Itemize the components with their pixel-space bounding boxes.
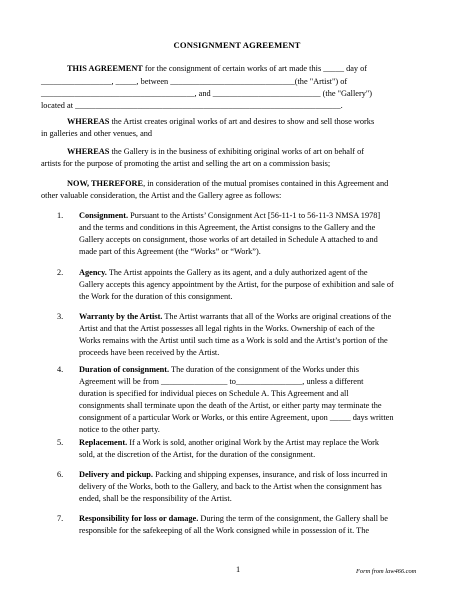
item-1-line-4: made part of this Agreement (the “Works” or “Work”).	[79, 247, 261, 256]
whereas-2-line-1-text: the Gallery is in the business of exhibiting original works of art on behalf of	[109, 147, 365, 156]
item-5-line-1-text: If a Work is sold, another original Work by the Artist may replace the Work	[127, 438, 380, 447]
intro-line-1	[67, 63, 367, 74]
therefore-line-1	[67, 178, 388, 189]
item-7-line-1-text: During the term of the consignment, the Gallery shall be	[198, 514, 388, 523]
document-title: CONSIGNMENT AGREEMENT	[173, 40, 301, 50]
item-2-line-1-text: The Artist appoints the Gallery as its agent, and a duly authorized agent of the	[106, 268, 368, 277]
item-6-line-3: ended, shall be the responsibility of the Artist.	[79, 494, 232, 503]
whereas-1-line-1	[67, 116, 374, 127]
item-6-line-2: delivery of the Works, both to the Gallery, and back to the Artist when the consignment has	[79, 482, 382, 491]
item-7-line-1	[79, 513, 388, 524]
item-1-line-1-text: Pursuant to the Artists’ Consignment Act [56-11-1 to 56-11-3 NMSA 1978]	[128, 211, 381, 220]
therefore-line-2: other valuable consideration, the Artist and the Gallery agree as follows:	[41, 191, 282, 200]
item-6-line-1-text: Packing and shipping expenses, insurance, and risk of loss incurred in	[153, 470, 388, 479]
item-4-line-2: Agreement will be from ________________ to________________, unless a different	[79, 377, 364, 386]
item-5-line-2: sold, at the discretion of the Artist, for the duration of the consignment.	[79, 450, 316, 459]
item-3-line-1	[79, 311, 391, 322]
whereas-1-line-1-text: the Artist creates original works of art and desires to show and sell those works	[109, 117, 375, 126]
item-7-line-2: responsible for the safekeeping of all the Work consigned while in possession of it. The	[79, 526, 370, 535]
item-3-heading: Warranty by the Artist.	[79, 312, 163, 321]
intro-bold: THIS AGREEMENT	[67, 64, 143, 73]
item-3-line-3: Works remains with the Artist until such time as a Work is sold and the Artist’s portion of the	[79, 336, 388, 345]
item-1-number: 1.	[57, 211, 64, 220]
item-5-heading: Replacement.	[79, 438, 128, 447]
item-2-line-3: the Work for the duration of this consignment.	[79, 292, 233, 301]
item-2-line-2: Gallery accepts this agency appointment by the Artist, for the purpose of exhibition and sale of	[79, 280, 394, 289]
intro-line-3: _____________________________________, and __________________________ (the "Gallery")	[41, 89, 373, 98]
whereas-2-line-2: artists for the purpose of promoting the artist and selling the art on a commission basis;	[41, 159, 331, 168]
item-4-line-6: notice to the other party.	[79, 425, 160, 434]
item-4-line-1	[79, 364, 359, 375]
intro-line-4: located at ________________________________________________________________.	[41, 101, 343, 110]
item-6-line-1	[79, 469, 387, 480]
item-4-line-4: consignments shall terminate upon the death of the Artist, or either party may terminate the	[79, 401, 382, 410]
item-1-line-2: and the terms and conditions in this Agreement, the Artist consigns to the Gallery and the	[79, 223, 376, 232]
item-6-heading: Delivery and pickup.	[79, 470, 153, 479]
item-1-heading: Consignment.	[79, 211, 129, 220]
item-6-number: 6.	[57, 470, 64, 479]
item-4-heading: Duration of consignment.	[79, 365, 170, 374]
intro-line-1-text: for the consignment of certain works of art made this _____ day of	[142, 64, 368, 73]
item-7-heading: Responsibility for loss or damage.	[79, 514, 199, 523]
whereas-2-bold: WHEREAS	[67, 147, 110, 156]
item-5-number: 5.	[57, 438, 64, 447]
whereas-1-bold: WHEREAS	[67, 117, 110, 126]
item-1-line-3: Gallery accepts on consignment, those works of art detailed in Schedule A attached to and	[79, 235, 378, 244]
item-4-line-5: consignment of a particular Work or Works, or this entire Agreement, upon _____ days written	[79, 413, 394, 422]
item-1-line-1	[79, 210, 380, 221]
intro-line-2: _________________, _____, between ______________________________(the "Artist") of	[41, 77, 348, 86]
item-5-line-1	[79, 437, 379, 448]
item-4-line-1-text: The duration of the consignment of the Works under this	[169, 365, 359, 374]
therefore-bold: NOW, THEREFORE	[67, 179, 144, 188]
item-2-number: 2.	[57, 268, 64, 277]
item-4-number: 4.	[57, 365, 64, 374]
item-7-number: 7.	[57, 514, 64, 523]
item-3-line-4: proceeds have been received by the Artist.	[79, 348, 220, 357]
item-3-line-2: Artist and that the Artist possesses all legal rights in the Works. Ownership of each of the	[79, 324, 375, 333]
footer-source-note: Form from law466.com	[356, 568, 417, 575]
item-2-line-1	[79, 267, 368, 278]
therefore-line-1-text: , in consideration of the mutual promises contained in this Agreement and	[143, 179, 389, 188]
page-number: 1	[236, 565, 241, 574]
item-3-number: 3.	[57, 312, 64, 321]
item-4-line-3: duration is specified for individual pieces on Schedule A. This Agreement and all	[79, 389, 349, 398]
whereas-1-line-2: in galleries and other venues, and	[41, 129, 153, 138]
item-2-heading: Agency.	[79, 268, 107, 277]
whereas-2-line-1	[67, 146, 364, 157]
item-3-line-1-text: The Artist warrants that all of the Works are original creations of the	[162, 312, 392, 321]
